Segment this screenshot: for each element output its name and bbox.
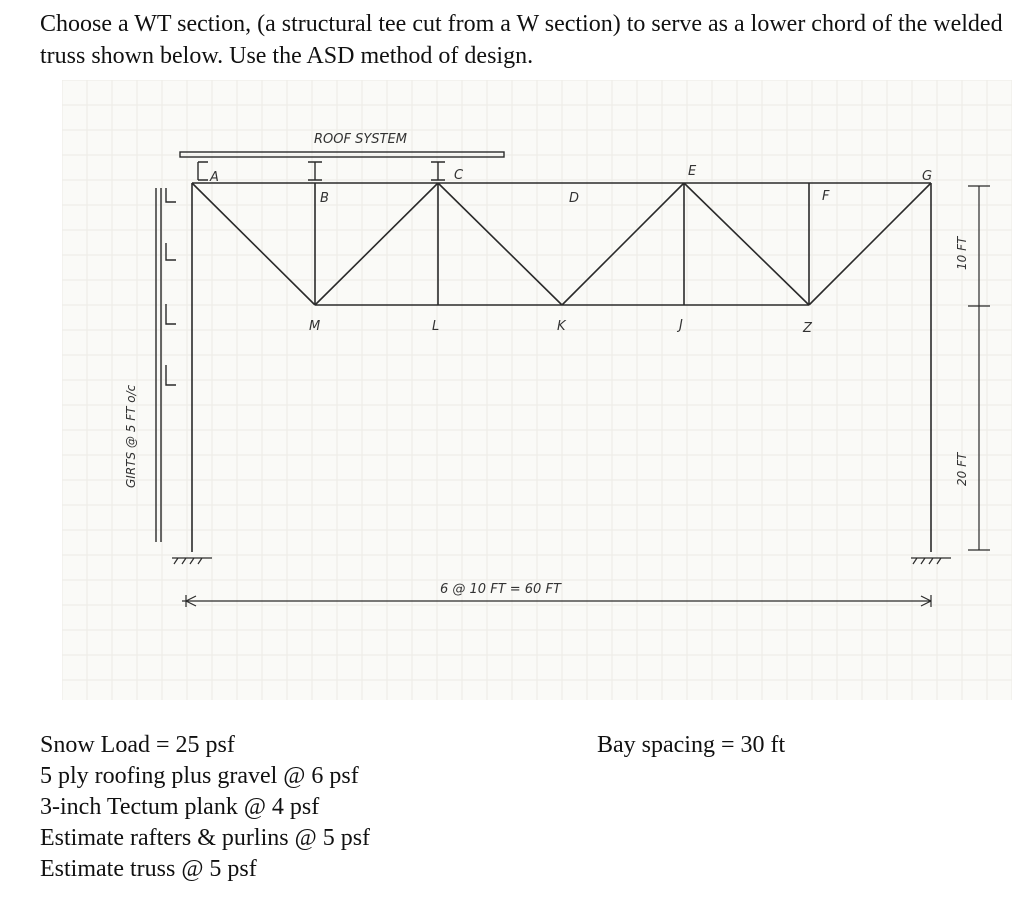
node-label-d: D: [569, 191, 580, 206]
node-label-j: J: [679, 318, 683, 333]
truss-depth-label: 10 FT: [955, 236, 969, 270]
node-label-a: A: [210, 170, 219, 185]
roof-system-label: ROOF SYSTEM: [314, 132, 407, 147]
node-label-f: F: [822, 189, 830, 204]
purlin-a-icon: [198, 162, 208, 180]
diagonal-a-m: [192, 183, 315, 305]
diagonal-k-e: [562, 183, 684, 305]
sketch-grid: [62, 80, 1012, 700]
purlin-c-icon: [431, 162, 445, 180]
load-item: Estimate rafters & purlins @ 5 psf: [40, 825, 371, 851]
right-support-icon: [911, 558, 951, 564]
girt-icon: [166, 243, 176, 260]
node-label-l: L: [432, 319, 440, 334]
girt-icon: [166, 304, 176, 324]
diagonal-e-z: [684, 183, 809, 305]
load-item: 3-inch Tectum plank @ 4 psf: [40, 794, 320, 820]
node-label-g: G: [922, 169, 933, 184]
girt-icon: [166, 365, 176, 385]
left-support-icon: [172, 558, 212, 564]
diagonal-c-k: [438, 183, 562, 305]
truss-sketch: [62, 80, 1012, 700]
load-item: Snow Load = 25 psf: [40, 732, 235, 758]
node-label-e: E: [688, 164, 697, 179]
column-height-label: 20 FT: [955, 452, 969, 486]
diagonal-m-c: [315, 183, 438, 305]
load-list: [40, 730, 370, 885]
node-label-b: B: [320, 191, 329, 206]
load-item: Estimate truss @ 5 psf: [40, 856, 257, 882]
node-label-z: Z: [803, 321, 812, 336]
problem-statement: Choose a WT section, (a structural tee cut from a W section) to serve as a lower chord of the welded truss shown below. Use the ASD method of design.: [40, 11, 1003, 69]
purlin-b-icon: [308, 162, 322, 180]
span-label: 6 @ 10 FT = 60 FT: [440, 582, 561, 597]
girt-icon: [166, 188, 176, 202]
truss-diagram: [62, 80, 1012, 700]
girts-label: GIRTS @ 5 FT o/c: [124, 384, 138, 488]
load-item: 5 ply roofing plus gravel @ 6 psf: [40, 763, 359, 789]
node-label-c: C: [454, 168, 464, 183]
node-label-m: M: [309, 319, 321, 334]
wall-girts: [156, 188, 176, 542]
node-label-k: K: [557, 319, 566, 334]
bay-spacing: Bay spacing = 30 ft: [597, 732, 786, 758]
